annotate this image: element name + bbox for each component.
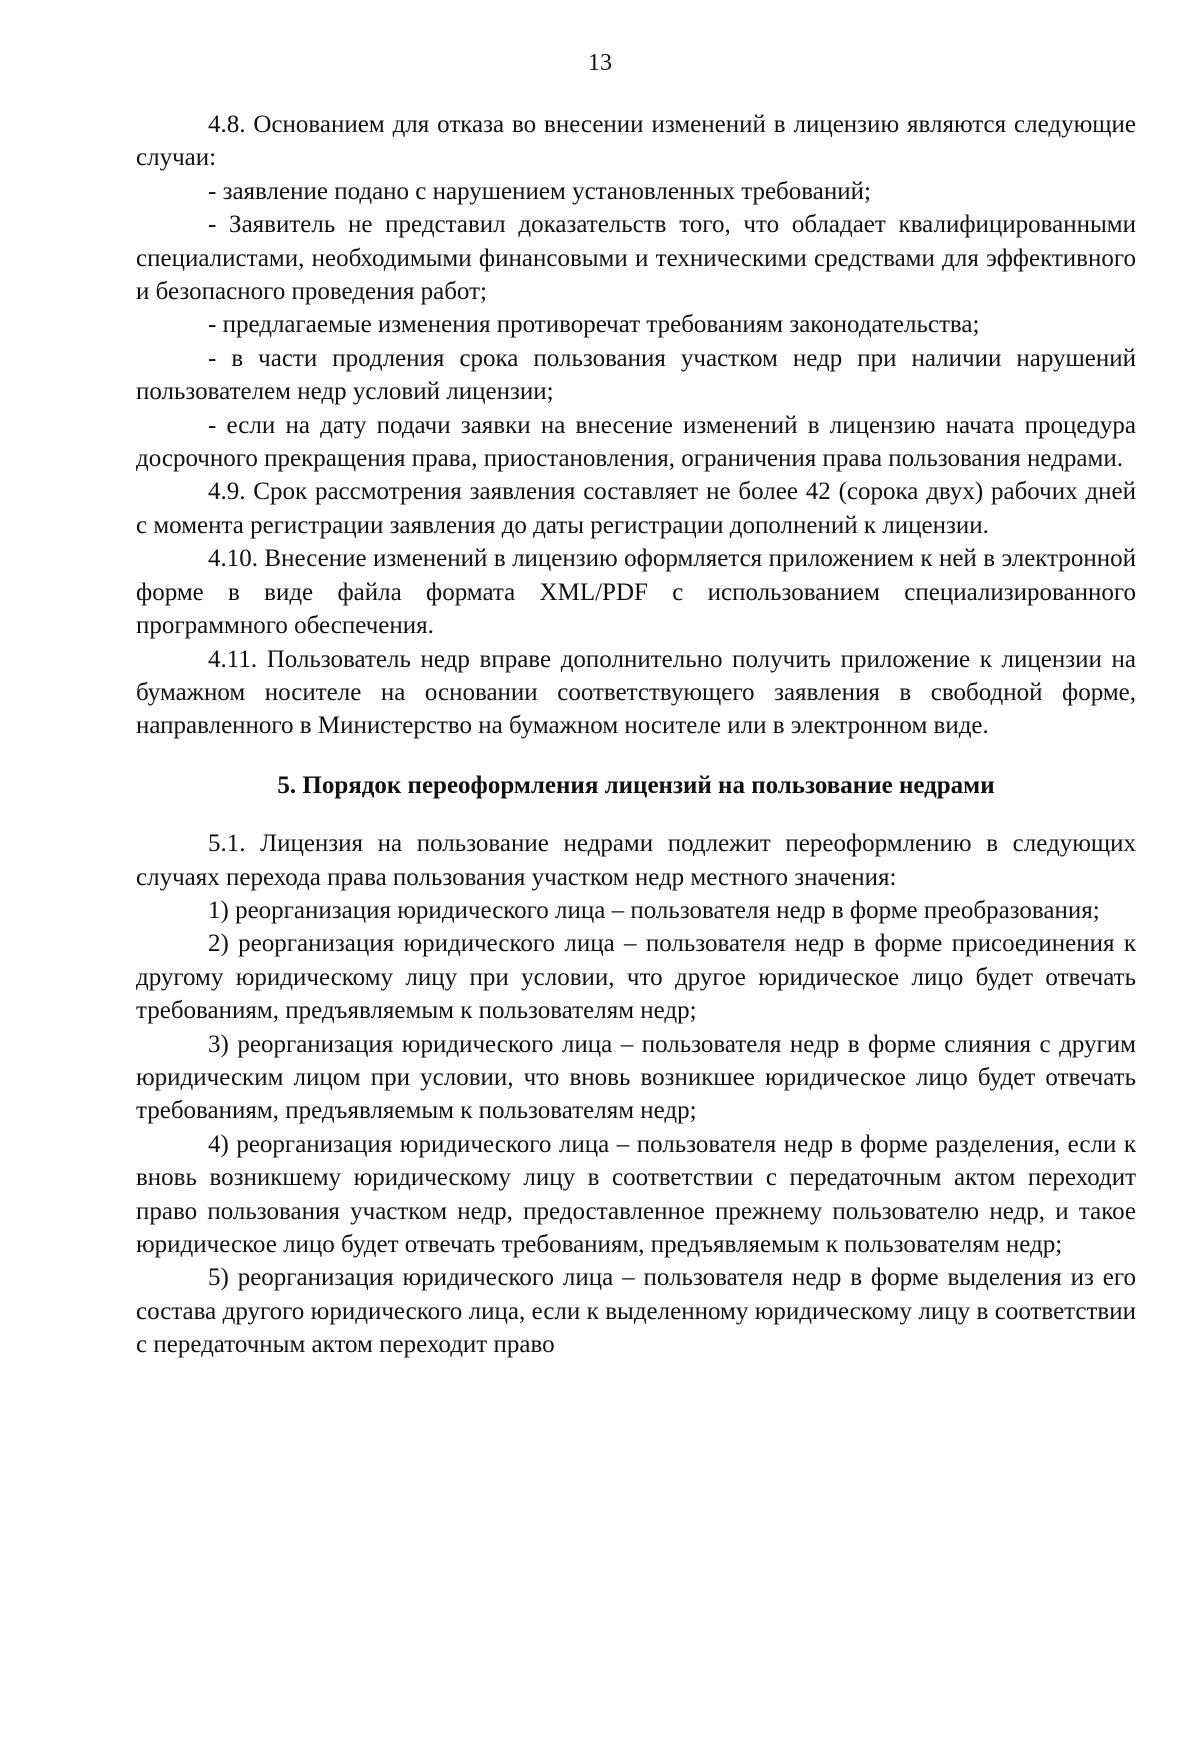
paragraph-4-9: 4.9. Срок рассмотрения заявления составляет не более 42 (сорока двух) рабочих дней с момента регистрации заявления до даты регистрации дополнений к лицензии. <box>136 478 1136 539</box>
list-item-no-evidence: - Заявитель не представил доказательств того, что обладает квалифицированными специалистами, необходимыми финансовыми и техническими средствами для эффективного и безопасного проведения работ; <box>136 211 1136 306</box>
list-item-2: 2) реорганизация юридического лица – пользователя недр в форме присоединения к другому юридическому лицу при условии, что другое юридическое лицо будет отвечать требованиям, предъявляемым к пользователям недр; <box>136 930 1136 1025</box>
list-item-4: 4) реорганизация юридического лица – пользователя недр в форме разделения, если к вновь возникшему юридическому лицу в соответствии с передаточным актом переходит право пользования участком недр, предоставленное прежнему пользователю недр, и такое юридическое лицо будет отвечать требованиям, предъявляемым к пользователям недр; <box>136 1130 1136 1258</box>
list-item-violation: - заявление подано с нарушением установленных требований; <box>208 177 871 205</box>
paragraph-5-1: 5.1. Лицензия на пользование недрами подлежит переоформлению в следующих случаях перехода права пользования участком недр местного значения: <box>136 830 1136 891</box>
list-item-termination: - если на дату подачи заявки на внесение изменений в лицензию начата процедура досрочного прекращения права, приостановления, ограничения права пользования недрами. <box>136 411 1136 473</box>
page-number: 13 <box>588 50 612 76</box>
list-item-1: 1) реорганизация юридического лица – пользователя недр в форме преобразования; <box>208 896 1100 924</box>
paragraph-4-11: 4.11. Пользователь недр вправе дополнительно получить приложение к лицензии на бумажном носителе на основании соответствующего заявления в свободной форме, направленного в Министерство на бумажном носителе или в электронном виде. <box>136 645 1136 740</box>
list-item-5: 5) реорганизация юридического лица – пользователя недр в форме выделения из его состава другого юридического лица, если к выделенному юридическому лицу в соответствии с передаточным актом переходит право <box>136 1264 1136 1359</box>
section-heading: 5. Порядок переоформления лицензий на пользование недрами <box>277 771 995 799</box>
paragraph-4-10: 4.10. Внесение изменений в лицензию оформляется приложением к ней в электронной форме в виде файла формата XML/PDF с использованием специализированного программного обеспечения. <box>136 545 1136 640</box>
list-item-extension: - в части продления срока пользования участком недр при наличии нарушений пользователем недр условий лицензии; <box>136 344 1136 406</box>
list-item-contradiction: - предлагаемые изменения противоречат требованиям законодательства; <box>208 311 980 339</box>
paragraph-4-8: 4.8. Основанием для отказа во внесении изменений в лицензию являются следующие случаи: <box>136 111 1136 172</box>
document-body <box>136 108 1136 1362</box>
list-item-3: 3) реорганизация юридического лица – пользователя недр в форме слияния с другим юридическим лицом при условии, что вновь возникшее юридическое лицо будет отвечать требованиям, предъявляемым к пользователям недр; <box>136 1030 1136 1125</box>
